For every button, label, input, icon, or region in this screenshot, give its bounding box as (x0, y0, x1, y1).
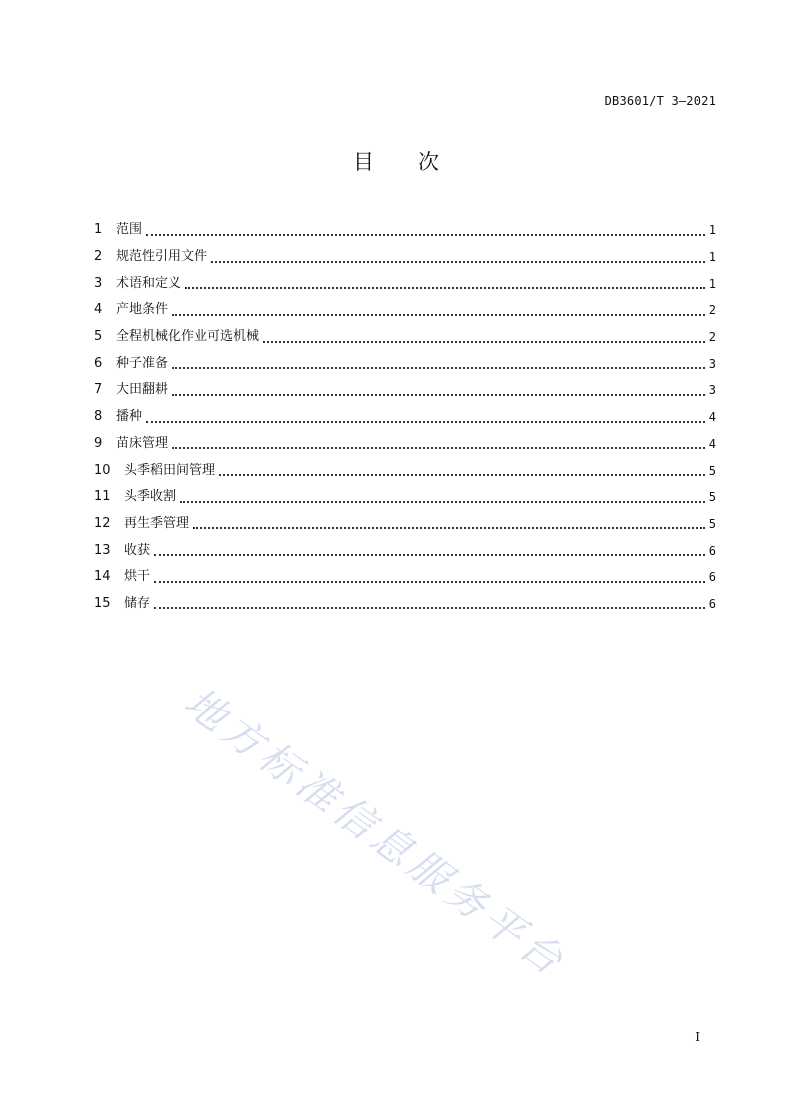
toc-entry[interactable] (94, 404, 716, 431)
toc-dot-leader (180, 500, 705, 503)
toc-entry-page: 1 (708, 223, 716, 238)
toc-entry-title: 再生季管理 (124, 515, 190, 531)
toc-dot-leader (193, 526, 705, 529)
toc-entry-page: 3 (708, 356, 716, 371)
toc-entry-title: 烘干 (124, 569, 151, 585)
toc-entry[interactable] (94, 537, 716, 564)
watermark: 地方标准信息服务平台 (175, 679, 575, 987)
toc-entry[interactable] (94, 457, 716, 484)
toc-entry-title: 术语和定义 (116, 275, 182, 291)
toc-entry-number: 14 (94, 569, 111, 585)
toc-dot-leader (172, 446, 705, 449)
toc-entry[interactable] (94, 484, 716, 511)
toc-entry-title: 收获 (124, 542, 151, 558)
page-number: I (695, 1030, 700, 1044)
page-title: 目次 (353, 150, 483, 174)
toc-entry-title: 头季收割 (124, 489, 177, 505)
toc-entry-number: 6 (94, 355, 103, 371)
toc-entry-page: 3 (708, 383, 716, 398)
toc-entry[interactable] (94, 244, 716, 271)
toc-dot-leader (172, 366, 705, 369)
toc-dot-leader (146, 420, 705, 423)
toc-entry-title: 储存 (124, 595, 151, 611)
toc-dot-leader (154, 553, 705, 556)
toc-entry-page: 2 (708, 330, 716, 345)
toc-dot-leader (172, 313, 705, 316)
toc-dot-leader (185, 286, 705, 289)
toc-entry[interactable] (94, 217, 716, 244)
toc-entry-title: 产地条件 (116, 302, 169, 318)
toc-entry-number: 15 (94, 595, 111, 611)
toc-entry[interactable] (94, 297, 716, 324)
toc-entry-page: 4 (708, 410, 716, 425)
toc-entry[interactable] (94, 350, 716, 377)
toc-entry-number: 8 (94, 409, 103, 425)
toc-entry[interactable] (94, 270, 716, 297)
table-of-contents (94, 217, 716, 617)
toc-entry-number: 7 (94, 382, 103, 398)
toc-entry[interactable] (94, 377, 716, 404)
toc-entry-number: 3 (94, 275, 103, 291)
toc-entry-title: 种子准备 (116, 355, 169, 371)
toc-entry-number: 13 (94, 542, 111, 558)
toc-entry[interactable] (94, 511, 716, 538)
toc-entry-page: 6 (708, 596, 716, 611)
toc-entry-page: 1 (708, 250, 716, 265)
toc-entry-number: 5 (94, 329, 103, 345)
toc-entry-number: 12 (94, 515, 111, 531)
toc-entry-page: 5 (708, 490, 716, 505)
toc-entry-page: 2 (708, 303, 716, 318)
toc-entry-title: 苗床管理 (116, 435, 169, 451)
toc-entry-title: 范围 (116, 222, 143, 238)
toc-entry-page: 5 (708, 463, 716, 478)
toc-entry-page: 6 (708, 570, 716, 585)
toc-entry[interactable] (94, 564, 716, 591)
document-code: DB3601/T 3—2021 (604, 94, 716, 108)
toc-entry-title: 播种 (116, 409, 143, 425)
toc-entry-title: 规范性引用文件 (116, 249, 208, 265)
toc-entry[interactable] (94, 591, 716, 618)
toc-dot-leader (219, 473, 705, 476)
toc-dot-leader (154, 606, 705, 609)
toc-dot-leader (154, 580, 705, 583)
toc-entry-title: 头季稻田间管理 (124, 462, 216, 478)
toc-entry-page: 1 (708, 276, 716, 291)
toc-entry-page: 5 (708, 516, 716, 531)
toc-entry-title: 全程机械化作业可选机械 (116, 329, 260, 345)
toc-dot-leader (211, 260, 705, 263)
toc-entry-page: 4 (708, 436, 716, 451)
toc-dot-leader (146, 233, 705, 236)
toc-entry-number: 10 (94, 462, 111, 478)
toc-entry-page: 6 (708, 543, 716, 558)
toc-entry-number: 9 (94, 435, 103, 451)
toc-entry-title: 大田翻耕 (116, 382, 169, 398)
toc-entry[interactable] (94, 324, 716, 351)
toc-dot-leader (263, 340, 705, 343)
toc-entry-number: 4 (94, 302, 103, 318)
toc-entry-number: 2 (94, 249, 103, 265)
toc-entry-number: 11 (94, 489, 111, 505)
toc-dot-leader (172, 393, 705, 396)
toc-entry[interactable] (94, 431, 716, 458)
toc-entry-number: 1 (94, 222, 103, 238)
